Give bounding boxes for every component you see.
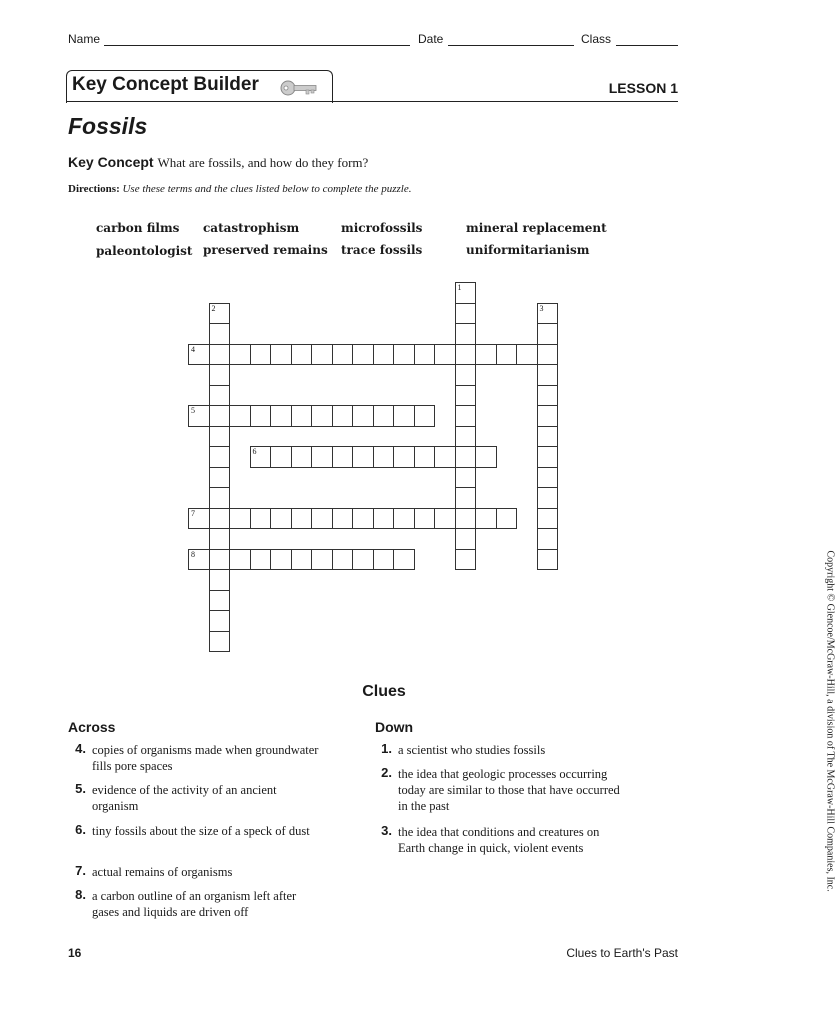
term: carbon films: [96, 221, 180, 235]
clue-text: copies of organisms made when groundwater fills pore spaces: [92, 743, 319, 773]
cell-number: 6: [252, 447, 257, 456]
crossword-cell[interactable]: [270, 549, 292, 571]
class-label: Class: [581, 32, 612, 46]
crossword-cell[interactable]: [250, 508, 272, 530]
crossword-cell[interactable]: [373, 344, 395, 366]
term: uniformitarianism: [466, 243, 590, 257]
date-line[interactable]: [448, 45, 574, 46]
crossword-cell[interactable]: [414, 405, 436, 427]
key-concept-label: Key Concept: [68, 154, 154, 170]
clue-text: a carbon outline of an organism left after gases and liquids are driven off: [92, 889, 297, 919]
crossword-cell[interactable]: [393, 549, 415, 571]
crossword-cell[interactable]: [229, 549, 251, 571]
crossword-cell[interactable]: [209, 631, 231, 653]
crossword-cell[interactable]: [537, 405, 559, 427]
crossword-cell[interactable]: [291, 549, 313, 571]
banner-title: Key Concept Builder: [72, 74, 259, 95]
crossword-cell[interactable]: [455, 364, 477, 386]
crossword-cell[interactable]: [434, 446, 456, 468]
key-concept-question: What are fossils, and how do they form?: [157, 155, 369, 170]
crossword-cell[interactable]: [270, 446, 292, 468]
directions-label: Directions:: [68, 183, 120, 195]
clue-number: 6.: [75, 822, 86, 837]
crossword-cell[interactable]: [434, 508, 456, 530]
crossword-cell[interactable]: [414, 508, 436, 530]
crossword-cell[interactable]: [393, 344, 415, 366]
crossword-cell[interactable]: [311, 508, 333, 530]
crossword-cell[interactable]: [352, 549, 374, 571]
crossword-cell[interactable]: [188, 344, 210, 366]
crossword-cell[interactable]: [393, 405, 415, 427]
crossword-cell[interactable]: [209, 303, 231, 325]
term: microfossils: [341, 221, 423, 235]
crossword-cell[interactable]: [455, 508, 477, 530]
crossword-cell[interactable]: [434, 344, 456, 366]
term: mineral replacement: [466, 221, 607, 235]
crossword-cell[interactable]: [537, 364, 559, 386]
crossword-cell[interactable]: [311, 344, 333, 366]
crossword-cell[interactable]: [209, 323, 231, 345]
class-line[interactable]: [616, 45, 678, 46]
key-icon: [280, 79, 318, 97]
clue-text: actual remains of organisms: [92, 865, 233, 879]
date-label: Date: [418, 32, 444, 46]
term: paleontologist: [96, 244, 193, 258]
crossword-cell[interactable]: [537, 344, 559, 366]
crossword-cell[interactable]: [270, 344, 292, 366]
crossword-cell[interactable]: [537, 426, 559, 448]
term: catastrophism: [203, 221, 300, 235]
crossword-cell[interactable]: [270, 508, 292, 530]
crossword-cell[interactable]: [393, 508, 415, 530]
crossword-cell[interactable]: [455, 446, 477, 468]
crossword-cell[interactable]: [209, 549, 231, 571]
crossword-cell[interactable]: [229, 508, 251, 530]
crossword-cell[interactable]: [475, 344, 497, 366]
crossword-cell[interactable]: [311, 549, 333, 571]
crossword-cell[interactable]: [537, 467, 559, 489]
clue-text: tiny fossils about the size of a speck of dust: [92, 824, 310, 838]
crossword-cell[interactable]: [209, 364, 231, 386]
crossword-cell[interactable]: [291, 344, 313, 366]
crossword-cell[interactable]: [496, 344, 518, 366]
lesson-label: LESSON 1: [608, 80, 678, 96]
crossword-cell[interactable]: [414, 446, 436, 468]
directions: [68, 183, 411, 195]
crossword-cell[interactable]: [250, 549, 272, 571]
crossword-cell[interactable]: [209, 487, 231, 509]
cell-number: 2: [211, 303, 216, 313]
crossword-cell[interactable]: [188, 508, 210, 530]
crossword-cell[interactable]: [537, 508, 559, 530]
crossword-cell[interactable]: [209, 385, 231, 407]
crossword-cell[interactable]: [229, 405, 251, 427]
down-heading: Down: [375, 719, 414, 735]
crossword-cell[interactable]: [188, 549, 210, 571]
crossword-cell[interactable]: [332, 446, 354, 468]
name-label: Name: [68, 32, 101, 46]
page-title: Fossils: [68, 113, 148, 139]
clue-text: a scientist who studies fossils: [398, 743, 546, 757]
crossword-cell[interactable]: [455, 282, 477, 304]
crossword-cell[interactable]: [311, 405, 333, 427]
crossword-cell[interactable]: [209, 446, 231, 468]
crossword-cell[interactable]: [414, 344, 436, 366]
crossword-cell[interactable]: [455, 467, 477, 489]
cell-number: 1: [457, 283, 462, 292]
across-heading: Across: [68, 719, 116, 735]
crossword-cell[interactable]: [332, 344, 354, 366]
crossword-cell[interactable]: [455, 344, 477, 366]
crossword-cell[interactable]: [352, 508, 374, 530]
crossword-cell[interactable]: [455, 528, 477, 550]
key-concept: [68, 154, 368, 171]
crossword-cell[interactable]: [209, 426, 231, 448]
crossword-cell[interactable]: [188, 405, 210, 427]
crossword-cell[interactable]: [332, 405, 354, 427]
cell-number: 7: [191, 508, 195, 518]
crossword-grid: [188, 282, 558, 662]
crossword-cell[interactable]: [250, 405, 272, 427]
crossword-cell[interactable]: [209, 405, 231, 427]
crossword-cell[interactable]: [250, 446, 272, 468]
crossword-cell[interactable]: [209, 508, 231, 530]
clue-text: the idea that conditions and creatures on Earth change in quick, violent events: [398, 825, 600, 855]
unit-title: Clues to Earth's Past: [566, 946, 678, 960]
clue-number: 3.: [381, 823, 392, 838]
crossword-cell[interactable]: [537, 446, 559, 468]
crossword-cell[interactable]: [475, 446, 497, 468]
directions-text: Use these terms and the clues listed below to complete the puzzle.: [122, 183, 412, 195]
cell-number: 5: [191, 406, 195, 415]
crossword-cell[interactable]: [373, 508, 395, 530]
crossword-cell[interactable]: [537, 303, 559, 325]
crossword-cell[interactable]: [352, 446, 374, 468]
cell-number: 4: [191, 344, 195, 354]
page-number: 16: [68, 946, 82, 960]
crossword-cell[interactable]: [352, 344, 374, 366]
crossword-cell[interactable]: [537, 385, 559, 407]
term: preserved remains: [203, 243, 328, 257]
clue-number: 7.: [75, 863, 86, 878]
banner-rule: [66, 101, 678, 102]
crossword-cell[interactable]: [455, 549, 477, 571]
crossword-cell[interactable]: [475, 508, 497, 530]
crossword-cell[interactable]: [516, 344, 538, 366]
crossword-cell[interactable]: [373, 549, 395, 571]
crossword-cell[interactable]: [209, 344, 231, 366]
crossword-cell[interactable]: [537, 528, 559, 550]
crossword-cell[interactable]: [393, 446, 415, 468]
crossword-cell[interactable]: [229, 344, 251, 366]
clue-number: 8.: [75, 887, 86, 902]
crossword-cell[interactable]: [455, 323, 477, 345]
crossword-cell[interactable]: [352, 405, 374, 427]
clue-text: the idea that geologic processes occurring today are similar to those that have occurred in the past: [398, 767, 620, 813]
crossword-cell[interactable]: [455, 426, 477, 448]
crossword-cell[interactable]: [209, 528, 231, 550]
crossword-cell[interactable]: [270, 405, 292, 427]
clue-number: 5.: [75, 781, 86, 796]
crossword-cell[interactable]: [250, 344, 272, 366]
crossword-cell[interactable]: [209, 590, 231, 612]
crossword-cell[interactable]: [455, 405, 477, 427]
copyright-notice: Copyright © Glencoe/McGraw-Hill, a division of The McGraw-Hill Companies, Inc.: [824, 550, 836, 892]
clue-number: 2.: [381, 765, 392, 780]
name-line[interactable]: [104, 45, 410, 46]
crossword-cell[interactable]: [373, 446, 395, 468]
crossword-cell[interactable]: [537, 487, 559, 509]
crossword-cell[interactable]: [332, 508, 354, 530]
clues-title: Clues: [362, 683, 406, 700]
crossword-cell[interactable]: [209, 467, 231, 489]
crossword-cell[interactable]: [311, 446, 333, 468]
cell-number: 3: [539, 303, 544, 313]
term: trace fossils: [341, 243, 423, 257]
crossword-cell[interactable]: [209, 610, 231, 632]
crossword-cell[interactable]: [496, 508, 518, 530]
clue-text: evidence of the activity of an ancient organism: [92, 783, 277, 813]
crossword-cell[interactable]: [537, 549, 559, 571]
crossword-cell[interactable]: [291, 405, 313, 427]
crossword-cell[interactable]: [537, 323, 559, 345]
clue-number: 4.: [75, 741, 86, 756]
crossword-cell[interactable]: [332, 549, 354, 571]
crossword-cell[interactable]: [373, 405, 395, 427]
clue-number: 1.: [381, 741, 392, 756]
crossword-cell[interactable]: [455, 385, 477, 407]
cell-number: 8: [191, 549, 195, 559]
crossword-cell[interactable]: [455, 303, 477, 325]
crossword-cell[interactable]: [209, 569, 231, 591]
crossword-cell[interactable]: [291, 446, 313, 468]
crossword-cell[interactable]: [291, 508, 313, 530]
crossword-cell[interactable]: [455, 487, 477, 509]
